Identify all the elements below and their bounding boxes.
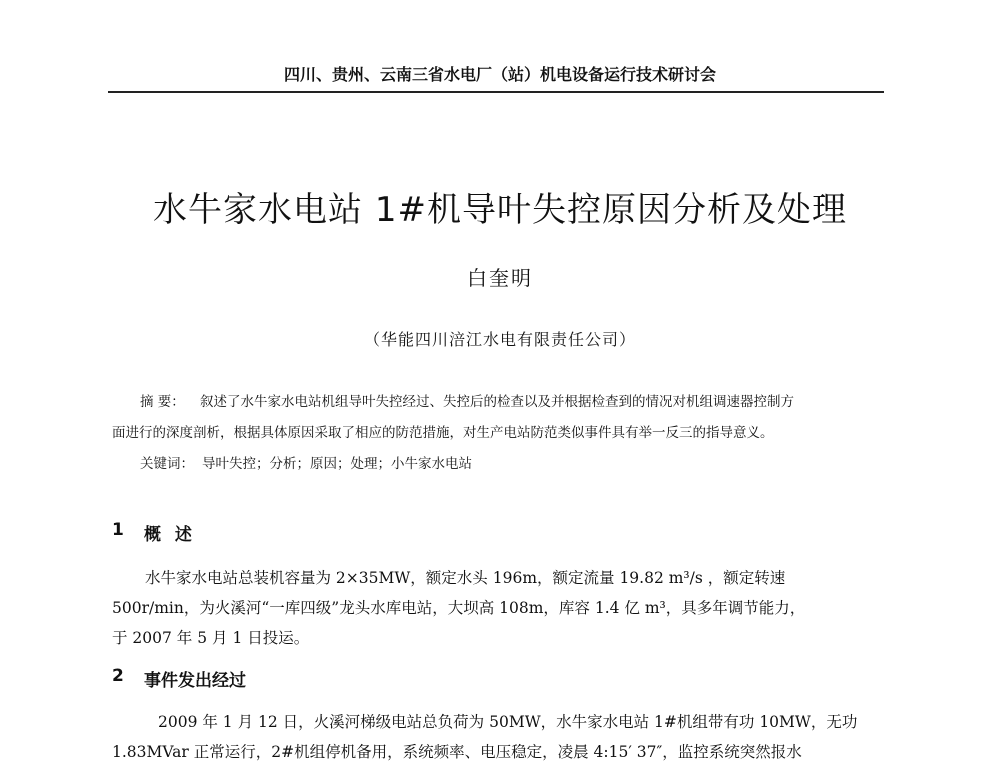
- section-2-number: 2: [112, 666, 124, 686]
- abstract-label: 摘 要：: [140, 394, 185, 410]
- section-2-heading: 事件发出经过: [144, 671, 246, 691]
- abstract-line-2: 面进行的深度剖析，根据具体原因采取了相应的防范措施，对生产电站防范类似事件具有举一反三的指导意义。: [112, 425, 774, 441]
- author-name: 白奎明: [467, 266, 533, 290]
- section-2-line-1: 2009 年 1 月 12 日，火溪河梯级电站总负荷为 50MW，水牛家水电站 1#机组带有功 10MW，无功: [158, 713, 858, 731]
- section-1-line-1: 水牛家水电站总装机容量为 2×35MW，额定水头 196m，额定流量 19.82 m³/s ，额定转速: [145, 569, 786, 587]
- section-1-line-3: 于 2007 年 5 月 1 日投运。: [112, 629, 310, 647]
- conference-header: 四川、贵州、云南三省水电厂（站）机电设备运行技术研讨会: [283, 65, 716, 84]
- section-1-heading: 概 述: [144, 525, 196, 545]
- keywords-label: 关键词：: [140, 456, 194, 472]
- abstract-line-1: 叙述了水牛家水电站机组导叶失控经过、失控后的检查以及并根据检查到的情况对机组调速器控制方: [200, 394, 794, 410]
- keywords-text: 导叶失控；分析；原因；处理；小牛家水电站: [202, 456, 472, 472]
- header-rule: [108, 91, 884, 93]
- affiliation: （华能四川涪江水电有限责任公司）: [363, 330, 636, 349]
- paper-title: 水牛家水电站 1#机导叶失控原因分析及处理: [153, 190, 847, 230]
- section-1-line-2: 500r/min，为火溪河“一库四级”龙头水库电站，大坝高 108m，库容 1.4 亿 m³，具多年调节能力，: [112, 599, 806, 617]
- section-1-number: 1: [112, 520, 124, 540]
- section-2-line-2: 1.83MVar 正常运行，2#机组停机备用，系统频率、电压稳定，凌晨 4:15′ 37″，监控系统突然报水: [112, 743, 802, 761]
